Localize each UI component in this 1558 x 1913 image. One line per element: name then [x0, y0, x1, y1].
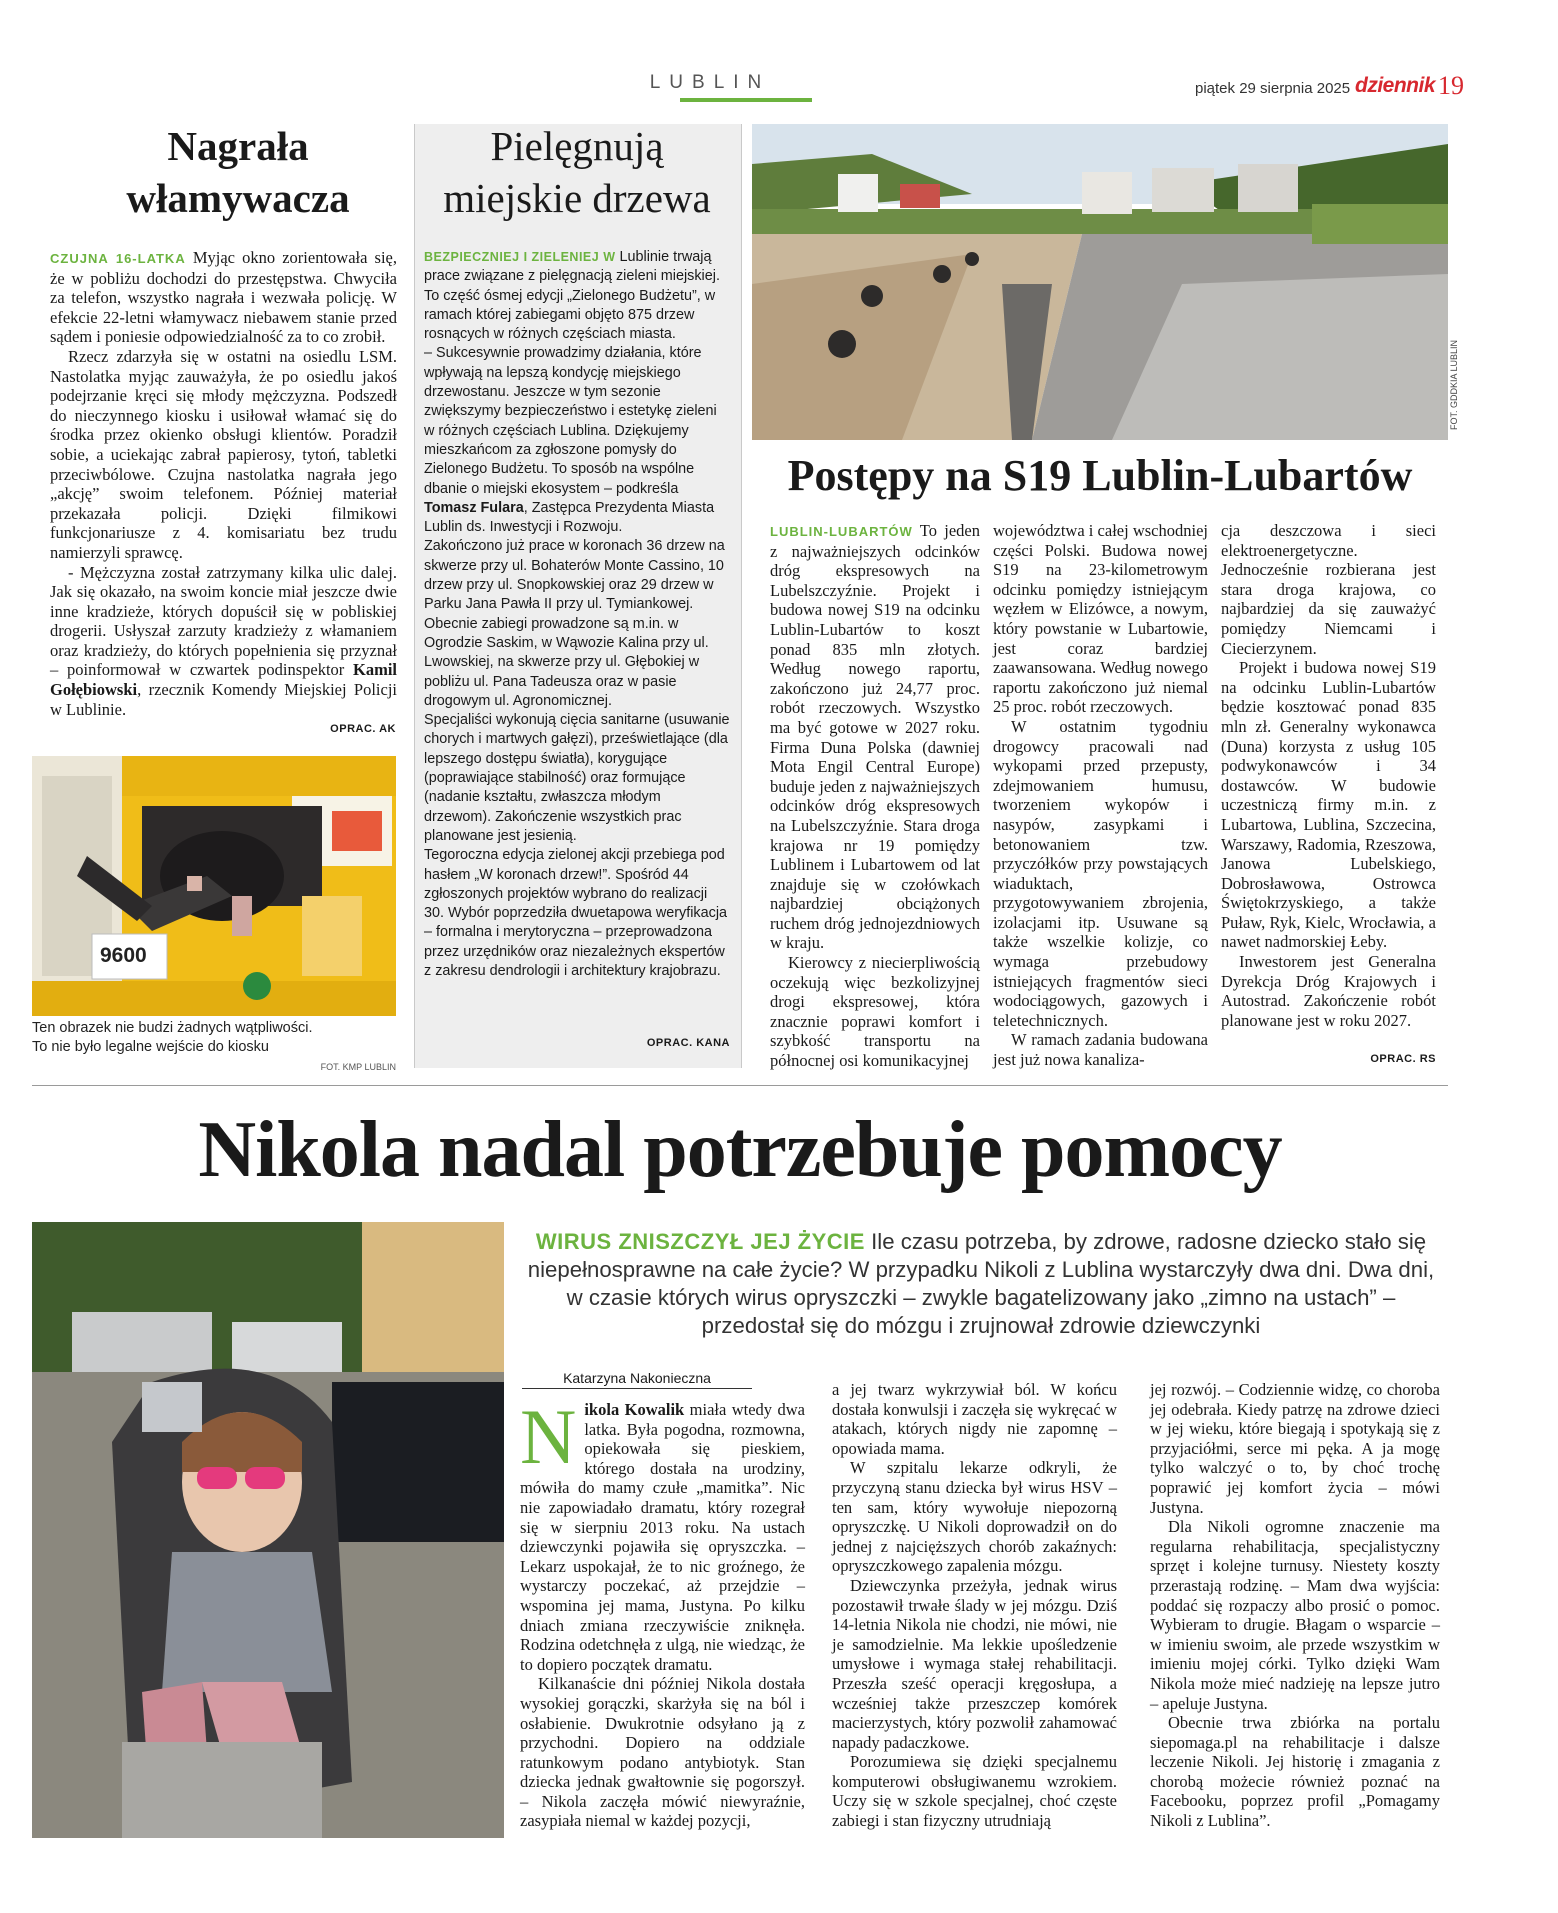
article4-paragraph: Dziewczynka przeżyła, jednak wirus pozostawił trwałe ślady w jej mózgu. Dziś 14-letnia Nikola nie chodzi, nie mówi, nie je samodzielnie. Ma lekkie upośledzenie umysłowe i wymaga stałej rehabilitacji. Przeszła sześć operacji kręgosłupa, a wcześniej także przeszczep komórek macierzystych, który pozwolił zahamować napady padaczkowe.	[832, 1575, 1117, 1752]
nikola-photo	[32, 1222, 504, 1838]
article3-column-2	[993, 521, 1208, 1070]
article2-credit: OPRAC. KANA	[646, 1037, 730, 1049]
girl-in-wheelchair-illustration	[32, 1222, 504, 1838]
article4-kicker: WIRUS ZNISZCZYŁ JEJ ŻYCIE	[535, 1229, 865, 1254]
article1-lead-text: Myjąc okno zorientowała się, że w pobliżu dochodzi do przestępstwa. Chwyciła za telefon, wszystko nagrała i wezwała policję. W efekcie 22-letni włamywacz niebawem stanie przed sądem i poniesie odpowiedzialność za to co zrobił.	[50, 248, 397, 347]
article4-lead	[520, 1228, 1442, 1340]
article2-headline-line1: Pielęgnują	[490, 123, 664, 169]
article2-paragraph: Zakończono już prace w koronach 36 drzew na skwerze przy ul. Bohaterów Monte Cassino, 10 drzew przy ul. Snopkowskiej oraz 29 drzew w Parku Jana Pawła II przy ul. Tymiankowej. Obecnie zabiegi prowadzone są m.in. w Ogrodzie Saskim, w Wąwozie Kalina przy ul. Lwowskiej, na skwerze przy ul. Głębokiej w pobliżu ul. Pana Tadeusza oraz w pasie drogowym ul. Agronomicznej.	[424, 538, 725, 709]
article2-paragraph: Tegoroczna edycja zielonej akcji przebiega pod hasłem „W koronach drzew!”. Spośród 44 zgłoszonych projektów wybrano do realizacji 30. Wybór poprzedziła dwuetapowa weryfikacja – formalna i merytoryczna – przeprowadzona przez urzędników oraz niezależnych ekspertów z zakresu dendrologii i architektury krajobrazu.	[424, 847, 728, 979]
article1-lead	[50, 248, 397, 347]
article1-quote-start: - Mężczyzna został zatrzymany kilka ulic dalej. Jak się okazało, na swoim koncie miał jeszcze dwie inne kradzieże, których dopuścił się w pobliskiej drogerii. Usłyszał zarzuty kradzieży z włamaniem oraz kradzieży, do których popełnienia się przyznał – poinformował w czwartek podinspektor	[50, 562, 397, 680]
article1-headline-line2: włamywacza	[126, 175, 350, 221]
article1-kicker: CZUJNA 16-LATKA	[50, 251, 186, 266]
article1-credit: OPRAC. AK	[330, 723, 396, 735]
article3-lead	[770, 521, 980, 953]
article3-credit: OPRAC. RS	[1370, 1053, 1436, 1065]
article2-quote-end: , Zastępca Prezydenta Miasta Lublin ds. Inwestycji i Rozwoju.	[424, 499, 715, 536]
article3-lead-text: To jeden z najważniejszych odcinków dróg ekspresowych na Lubelszczyźnie. Projekt i budowa nowej S19 na odcinku Lublin-Lubartów to koszt ponad 835 mln złotych. Według nowego raportu, zakończono już 24,77 proc. robót rzeczowych. Wszystko ma być gotowe w 2027 roku. Firma Duna Polska (dawniej Mota Engil Central Europe) buduje jeden z najważniejszych odcinków dróg ekspresowych na Lubelszczyźnie. Stara droga krajowa nr 19 pomiędzy Lublinem i Lubartowem od lat znajduje się w czołówkach najbardziej obciążonych ruchem dróg jednojezdniowych w kraju.	[770, 521, 980, 953]
article4-person-name: ikola Kowalik	[584, 1400, 685, 1419]
article4-column-2	[832, 1380, 1117, 1831]
article3-paragraph: województwa i całej wschodniej części Polski. Budowa nowej S19 na 23-kilometrowym odcinku pomiędzy istniejącym węzłem w Elizówce, a nowym, który powstanie w Lubartowie, jest coraz bardziej zaawansowana. Według nowego raportu zakończono już niemal 25 proc. robót rzeczowych.	[993, 521, 1208, 717]
logo-dziennik: dziennik	[1355, 74, 1436, 97]
article4-paragraph: Kilkanaście dni później Nikola dostała wysokiej gorączki, skarżyła się na ból i osłabienie. Dwukrotnie odsyłano ją z przychodni. Dopiero na oddziale ratunkowym podano antybiotyk. Stan dziecka jednak gwałtownie się pogorszył. – Nikola zaczęła mówić niewyraźnie, zasypiała niemal w każdej pozycji,	[520, 1674, 805, 1831]
page-number: 19	[1438, 71, 1464, 100]
article4-first-paragraph	[520, 1393, 805, 1674]
article4-paragraph: Obecnie trwa zbiórka na portalu siepomaga.pl na rehabilitacje i dalsze leczenie Nikoli. Jej historię i zmagania z chorobą możecie również poznać na Facebooku, poprzez profil „Pomagamy Nikoli z Lublina”.	[1150, 1713, 1440, 1831]
kiosk-photo-illustration	[32, 756, 396, 1016]
article3-paragraph: Projekt i budowa nowej S19 na odcinku Lublin-Lubartów będzie kosztować ponad 835 mln zł. Generalny wykonawca (Duna) korzysta z usług 105 podwykonawców i 34 dostawców. W budowie uczestniczą firmy m.in. z Lubartowa, Lublina, Szczecina, Warszawy, Radomia, Rzeszowa, Janowa Lubelskiego, Dobrosławowa, Ostrowca Świętokrzyskiego, a także Puław, Ryk, Kielc, Wrocławia, a nawet nadmorskiej Łeby.	[1221, 658, 1436, 952]
article4-paragraph: W szpitalu lekarze odkryli, że przyczyną stanu dziecka był wirus HSV – ten sam, który wywołuje niepozorną opryszczkę. U Nikoli doprowadził on do jednej z najcięższych chorób zakaźnych: opryszczkowego zapalenia mózgu.	[832, 1458, 1117, 1576]
article1-headline	[80, 120, 396, 224]
article2-paragraph	[424, 344, 730, 537]
s19-photo-credit: FOT. GDDKIA LUBLIN	[1449, 339, 1459, 430]
article4-paragraph: jej rozwój. – Codziennie widzę, co choroba jej odebrała. Kiedy patrzę na zdrowe dzieci w jej wieku, które biegają i spotykają się z przyjaciółmi, serce mi pęka. A ja mogę tylko walczyć o to, by choć trochę poprawić jej komfort życia – mówi Justyna.	[1150, 1380, 1440, 1517]
article1-paragraph	[50, 563, 397, 720]
article1-quote-end: , rzecznik Komendy Miejskiej Policji w Lublinie.	[50, 680, 397, 719]
road-construction-illustration	[752, 124, 1448, 440]
kiosk-break-in-photo	[32, 756, 396, 1016]
article3-paragraph: W ramach zadania budowana jest już nowa kanaliza-	[993, 1030, 1208, 1070]
section-underline	[680, 98, 812, 102]
article3-kicker: LUBLIN-LUBARTÓW	[770, 524, 913, 539]
article4-author: Katarzyna Nakonieczna	[522, 1370, 752, 1389]
article2-body	[424, 248, 730, 981]
caption-line-1: Ten obrazek nie budzi żadnych wątpliwości.	[32, 1020, 313, 1036]
article2-headline-line2: miejskie drzewa	[443, 175, 711, 221]
caption-line-2: To nie było legalne wejście do kiosku	[32, 1039, 269, 1055]
article1-paragraph: Rzecz zdarzyła się w ostatni na osiedlu LSM. Nastolatka myjąc zauważyła, że po osiedlu jakoś podejrzanie kręci się młody mężczyzna. Podszedł do nieczynnego kiosku i usiłował włamać się do środka przez okienko obsługi klientów. Poradził sobie, a uciekając zabrał papierosy, tytoń, tabletki przeciwbólowe. Czujna nastolatka nagrała jego „akcję” swoim telefonem. Później materiał przekazała policji. Dzięki filmikowi funkcjonariusze z 4. komisariatu bez trudu namierzyli sprawcę.	[50, 346, 397, 562]
article3-paragraph: cja deszczowa i sieci elektroenergetyczne. Jednocześnie rozbierana jest stara droga krajowa, co najbardziej da się zauważyć pomiędzy Niemcami i Ciecierzynem.	[1221, 521, 1436, 658]
article2-lead	[424, 248, 730, 344]
kiosk-sign-number: 9600	[100, 944, 147, 967]
article3-headline: Postępy na S19 Lublin-Lubartów	[787, 451, 1413, 500]
article4-paragraph: Dla Nikoli ogromne znaczenie ma regularna rehabilitacja, specjalistyczny sprzęt i kolejne turnusy. Niestety koszty przerastają rodzinę. – Mam dwa wyjścia: poddać się rozpaczy albo prosić o pomoc. Wybieram to drugie. Błagam o wsparcie – w imieniu swoim, ale przede wszystkim w imieniu mojej córki. Tylko dzięki Wam Nikola może mieć nadzieję na lepsze jutro – apeluje Justyna.	[1150, 1517, 1440, 1713]
article1-headline-line1: Nagrała	[167, 123, 309, 169]
article2-paragraph: Specjaliści wykonują cięcia sanitarne (usuwanie chorych i martwych gałęzi), prześwietlające (dla lepszego dostępu światła), korygujące (poprawiające stabilność) oraz formujące (nadanie kształtu, zwłaszcza młodym drzewom). Zakończenie wszystkich prac planowane jest jesienią.	[424, 712, 730, 844]
article2-headline	[418, 120, 736, 224]
article2-quote-start: – Sukcesywnie prowadzimy działania, które wpływają na lepszą kondycję miejskiego drzewostanu. Jeszcze w tym sezonie zwiększymy bezpieczeństwo i estetykę zieleni w różnych częściach Lublina. Dziękujemy mieszkańcom za zgłoszone pomysły do Zielonego Budżetu. To sposób na wspólne dbanie o miejski ekosystem – podkreśla	[424, 345, 717, 497]
article3-column-1	[770, 521, 980, 1071]
article1-body	[50, 248, 397, 719]
article4-paragraph: a jej twarz wykrzywiał ból. W końcu dostała konwulsji i zaczęła się wykręcać w atakach, których nigdy nie zapomnę – opowiada mama.	[832, 1380, 1117, 1458]
section-title: LUBLIN	[649, 72, 771, 93]
article4-dropcap: N	[520, 1393, 577, 1480]
article3-paragraph: W ostatnim tygodniu drogowcy pracowali nad wykopami przed przepusty, zdejmowaniem humusu, tworzeniem wykopów i nasypów, zasypkami i betonowaniem tzw. przyczółków przy powstających wiaduktach, przygotowywaniem zbrojenia, izolacjami itp. Usuwane są także wszelkie kolizje, co wymaga przebudowy istniejących fragmentów sieci wodociągowych, gazowych i teletechnicznych.	[993, 716, 1208, 1030]
article2-kicker: BEZPIECZNIEJ I ZIELENIEJ W	[424, 250, 616, 264]
kiosk-photo-credit: FOT. KMP LUBLIN	[320, 1062, 396, 1072]
article4-column-3	[1150, 1380, 1440, 1831]
article4-column-1	[520, 1393, 805, 1831]
kiosk-photo-caption	[32, 1019, 396, 1057]
article4-paragraph: Porozumiewa się dzięki specjalnemu komputerowi obsługiwanemu wzrokiem. Uczy się w szkole specjalnej, choć częste zabiegi i stan fizyczny utrudniają	[832, 1752, 1117, 1831]
article1-person-name: Kamil Gołębiowski	[50, 660, 397, 700]
article4-lead-text: Ile czasu potrzeba, by zdrowe, radosne dziecko stało się niepełnosprawne na całe życie? W przypadku Nikoli z Lublina wystarczyły dwa dni. Dwa dni, w czasie których wirus opryszczki – zwykle bagatelizowany jako „zimno na ustach” – przedostał się do mózgu i zrujnował zdrowie dziewczynki	[527, 1229, 1435, 1338]
article3-column-3	[1221, 521, 1436, 1030]
article4-headline: Nikola nadal potrzebuje pomocy	[198, 1106, 1282, 1194]
article4-first-text: miała wtedy dwa latka. Była pogodna, rozmowna, opiekowała się pieskiem, którego dostała na urodziny, mówiła do mamy czułe „mamitka”. Nic nie zapowiadało dramatu, który rozegrał się w sierpniu 2013 roku. Na ustach dziewczynki pojawiła się opryszczka. – Lekarz uspokajał, że to nic groźnego, że wystarczy poczekać, aż przejdzie – wspomina jej mama, Justyna. Po kilku dniach zmiana rzeczywiście zniknęła. Rodzina odetchnęła z ulgą, nie wiedząc, że to dopiero początek dramatu.	[520, 1400, 805, 1674]
section-divider	[32, 1085, 1448, 1086]
s19-construction-photo	[752, 124, 1448, 440]
article3-paragraph: Kierowcy z niecierpliwością oczekują więc bezkolizyjnej drogi ekspresowej, która znacznie poprawi komfort i szybkość transportu na północnej osi komunikacyjnej	[770, 953, 980, 1071]
issue-date: piątek 29 sierpnia 2025	[1195, 80, 1351, 97]
article2-lead-text: Lublinie trwają prace związane z pielęgnacją zieleni miejskiej. To część ósmej edycji „Zielonego Budżetu”, w ramach której zabiegami objęto 875 drzew rosnących w różnych częściach miasta.	[424, 249, 720, 343]
article3-paragraph: Inwestorem jest Generalna Dyrekcja Dróg Krajowych i Autostrad. Zakończenie robót planowane jest w roku 2027.	[1221, 952, 1436, 1030]
article2-person-name: Tomasz Fulara	[424, 499, 524, 516]
